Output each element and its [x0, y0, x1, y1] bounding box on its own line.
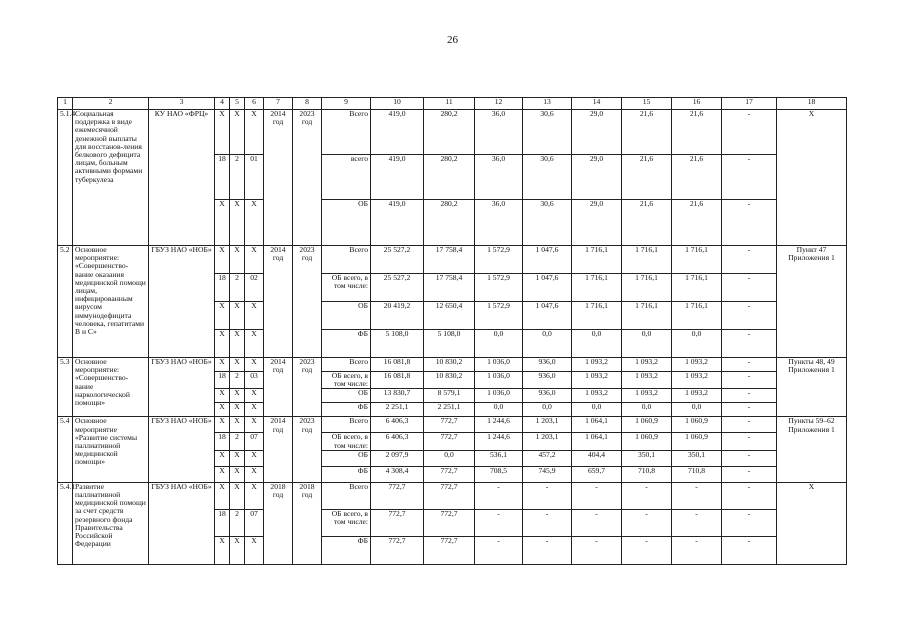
amount-cell: 1 060,9 [672, 433, 722, 450]
amount-cell: 1 716,1 [572, 274, 622, 302]
amount-cell: 772,7 [371, 509, 424, 536]
page-number: 26 [447, 34, 458, 46]
header-cell: 8 [293, 98, 322, 110]
amount-cell: 10 830,2 [424, 358, 475, 372]
amount-cell: 21,6 [622, 155, 672, 200]
code-cell: 18 [215, 274, 230, 302]
reference-note: Х [777, 482, 847, 564]
amount-cell: 936,0 [523, 372, 572, 389]
amount-cell: 1 036,0 [475, 372, 523, 389]
header-cell: 14 [572, 98, 622, 110]
amount-cell: 0,0 [424, 450, 475, 466]
funding-source: ФБ [322, 403, 371, 417]
code-cell: 18 [215, 155, 230, 200]
amount-cell: 6 406,3 [371, 433, 424, 450]
amount-cell: 419,0 [371, 155, 424, 200]
code-cell: Х [245, 358, 264, 372]
code-cell: Х [230, 200, 245, 246]
start-year: 2014 год [264, 417, 293, 482]
code-cell: Х [245, 302, 264, 330]
code-cell: Х [245, 417, 264, 433]
header-cell: 1 [58, 98, 73, 110]
amount-cell: 1 060,9 [622, 417, 672, 433]
amount-cell: 29,0 [572, 110, 622, 155]
code-cell: 2 [230, 155, 245, 200]
header-cell: 17 [722, 98, 777, 110]
funding-source: ОБ [322, 302, 371, 330]
amount-cell: - [572, 482, 622, 509]
funding-source: ОБ всего, в том числе: [322, 433, 371, 450]
table-row [58, 110, 847, 155]
code-cell: Х [230, 302, 245, 330]
table-row [58, 246, 847, 274]
code-cell: 2 [230, 509, 245, 536]
amount-cell: 16 081,8 [371, 372, 424, 389]
amount-cell: 404,4 [572, 450, 622, 466]
executor: КУ НАО «ФРЦ» [149, 110, 215, 246]
amount-cell: - [722, 433, 777, 450]
amount-cell: 936,0 [523, 389, 572, 403]
amount-cell: - [722, 389, 777, 403]
code-cell: Х [215, 482, 230, 509]
amount-cell: - [475, 509, 523, 536]
funding-source: всего [322, 155, 371, 200]
amount-cell: 1 716,1 [572, 302, 622, 330]
code-cell: Х [230, 110, 245, 155]
amount-cell: 1 716,1 [622, 302, 672, 330]
code-cell: 2 [230, 372, 245, 389]
amount-cell: 2 251,1 [424, 403, 475, 417]
amount-cell: 12 650,4 [424, 302, 475, 330]
amount-cell: - [672, 536, 722, 564]
amount-cell: 1 572,9 [475, 302, 523, 330]
amount-cell: 710,8 [622, 466, 672, 482]
funding-source: Всего [322, 482, 371, 509]
code-cell: Х [215, 417, 230, 433]
code-cell: Х [245, 482, 264, 509]
amount-cell: 1 572,9 [475, 274, 523, 302]
row-number: 5.3 [58, 358, 73, 417]
amount-cell: - [622, 509, 672, 536]
amount-cell: 745,9 [523, 466, 572, 482]
amount-cell: 1 572,9 [475, 246, 523, 274]
amount-cell: 1 093,2 [572, 358, 622, 372]
amount-cell: - [475, 482, 523, 509]
amount-cell: 1 047,6 [523, 302, 572, 330]
amount-cell: 1 047,6 [523, 274, 572, 302]
row-number: 5.1.4 [58, 110, 73, 246]
code-cell: 01 [245, 155, 264, 200]
amount-cell: 2 097,9 [371, 450, 424, 466]
amount-cell: 30,6 [523, 155, 572, 200]
amount-cell: 1 716,1 [622, 246, 672, 274]
row-number: 5.4.1 [58, 482, 73, 564]
code-cell: Х [215, 389, 230, 403]
amount-cell: 21,6 [672, 200, 722, 246]
end-year: 2018 год [293, 482, 322, 564]
amount-cell: 280,2 [424, 200, 475, 246]
reference-note: Х [777, 110, 847, 246]
amount-cell: 17 758,4 [424, 274, 475, 302]
amount-cell: 1 244,6 [475, 433, 523, 450]
amount-cell: - [622, 536, 672, 564]
amount-cell: 30,6 [523, 200, 572, 246]
amount-cell: 772,7 [424, 482, 475, 509]
amount-cell: 0,0 [475, 403, 523, 417]
funding-source: Всего [322, 417, 371, 433]
amount-cell: 0,0 [622, 403, 672, 417]
code-cell: Х [230, 466, 245, 482]
code-cell: 18 [215, 372, 230, 389]
code-cell: Х [230, 482, 245, 509]
amount-cell: 1 060,9 [622, 433, 672, 450]
code-cell: Х [245, 200, 264, 246]
header-cell: 9 [322, 98, 371, 110]
end-year: 2023 год [293, 417, 322, 482]
amount-cell: 29,0 [572, 200, 622, 246]
activity-name: Развитие паллиативной медицинской помощи за счет средств резервного фонда Правительства Российской Федерации [73, 482, 149, 564]
activity-name: Социальная поддержка в виде ежемесячной денежной выплаты для восстанов-ления белкового дефицита лицам, больным активными формами туберкулеза [73, 110, 149, 246]
amount-cell: 1 064,1 [572, 417, 622, 433]
code-cell: Х [230, 403, 245, 417]
amount-cell: 419,0 [371, 110, 424, 155]
amount-cell: 1 093,2 [622, 389, 672, 403]
amount-cell: 419,0 [371, 200, 424, 246]
amount-cell: 1 093,2 [572, 389, 622, 403]
code-cell: Х [245, 389, 264, 403]
funding-source: ОБ [322, 450, 371, 466]
amount-cell: - [572, 536, 622, 564]
amount-cell: - [722, 482, 777, 509]
amount-cell: 772,7 [424, 433, 475, 450]
amount-cell: 280,2 [424, 110, 475, 155]
amount-cell: 350,1 [672, 450, 722, 466]
code-cell: Х [215, 330, 230, 358]
amount-cell: 0,0 [475, 330, 523, 358]
code-cell: Х [230, 417, 245, 433]
amount-cell: - [523, 536, 572, 564]
header-cell: 18 [777, 98, 847, 110]
amount-cell: 708,5 [475, 466, 523, 482]
amount-cell: 5 108,0 [371, 330, 424, 358]
header-cell: 6 [245, 98, 264, 110]
funding-source: ОБ всего, в том числе: [322, 509, 371, 536]
amount-cell: 1 093,2 [622, 358, 672, 372]
amount-cell: 1 036,0 [475, 358, 523, 372]
amount-cell: 659,7 [572, 466, 622, 482]
row-number: 5.2 [58, 246, 73, 358]
code-cell: Х [215, 536, 230, 564]
header-cell: 7 [264, 98, 293, 110]
funding-source: ОБ [322, 200, 371, 246]
amount-cell: 1 716,1 [672, 274, 722, 302]
amount-cell: 936,0 [523, 358, 572, 372]
amount-cell: 1 203,1 [523, 417, 572, 433]
header-cell: 2 [73, 98, 149, 110]
amount-cell: 0,0 [523, 403, 572, 417]
amount-cell: 772,7 [424, 536, 475, 564]
code-cell: Х [245, 466, 264, 482]
amount-cell: 1 203,1 [523, 433, 572, 450]
amount-cell: 0,0 [523, 330, 572, 358]
header-cell: 11 [424, 98, 475, 110]
amount-cell: 457,2 [523, 450, 572, 466]
amount-cell: - [475, 536, 523, 564]
amount-cell: - [722, 330, 777, 358]
code-cell: 07 [245, 433, 264, 450]
amount-cell: - [722, 466, 777, 482]
table-row [58, 482, 847, 509]
amount-cell: 1 716,1 [622, 274, 672, 302]
amount-cell: 20 419,2 [371, 302, 424, 330]
code-cell: 18 [215, 509, 230, 536]
amount-cell: 1 093,2 [672, 372, 722, 389]
header-cell: 15 [622, 98, 672, 110]
funding-source: ОБ всего, в том числе: [322, 274, 371, 302]
code-cell: 07 [245, 509, 264, 536]
executor: ГБУЗ НАО «НОБ» [149, 358, 215, 417]
start-year: 2014 год [264, 110, 293, 246]
amount-cell: 13 830,7 [371, 389, 424, 403]
end-year: 2023 год [293, 110, 322, 246]
start-year: 2018 год [264, 482, 293, 564]
header-cell: 16 [672, 98, 722, 110]
end-year: 2023 год [293, 358, 322, 417]
header-cell: 13 [523, 98, 572, 110]
amount-cell: 36,0 [475, 155, 523, 200]
code-cell: Х [230, 389, 245, 403]
code-cell: 18 [215, 433, 230, 450]
executor: ГБУЗ НАО «НОБ» [149, 482, 215, 564]
amount-cell: 17 758,4 [424, 246, 475, 274]
amount-cell: - [722, 417, 777, 433]
amount-cell: 36,0 [475, 200, 523, 246]
amount-cell: 0,0 [672, 330, 722, 358]
code-cell: 2 [230, 274, 245, 302]
amount-cell: 6 406,3 [371, 417, 424, 433]
amount-cell: - [722, 450, 777, 466]
funding-source: ФБ [322, 330, 371, 358]
code-cell: 03 [245, 372, 264, 389]
amount-cell: - [722, 246, 777, 274]
amount-cell: 772,7 [424, 417, 475, 433]
reference-note: Пункты 48, 49 Приложения 1 [777, 358, 847, 417]
code-cell: Х [230, 358, 245, 372]
code-cell: Х [215, 200, 230, 246]
amount-cell: - [672, 509, 722, 536]
amount-cell: 1 060,9 [672, 417, 722, 433]
code-cell: Х [215, 403, 230, 417]
amount-cell: 1 093,2 [572, 372, 622, 389]
amount-cell: - [722, 358, 777, 372]
header-cell: 3 [149, 98, 215, 110]
amount-cell: 0,0 [622, 330, 672, 358]
amount-cell: 25 527,2 [371, 274, 424, 302]
amount-cell: - [722, 372, 777, 389]
code-cell: Х [245, 330, 264, 358]
reference-note: Пункт 47 Приложения 1 [777, 246, 847, 358]
amount-cell: 0,0 [672, 403, 722, 417]
funding-source: Всего [322, 246, 371, 274]
amount-cell: 710,8 [672, 466, 722, 482]
amount-cell: - [523, 509, 572, 536]
amount-cell: 36,0 [475, 110, 523, 155]
amount-cell: 772,7 [371, 536, 424, 564]
amount-cell: - [572, 509, 622, 536]
amount-cell: 772,7 [371, 482, 424, 509]
code-cell: Х [230, 246, 245, 274]
header-row [58, 98, 847, 110]
code-cell: Х [215, 302, 230, 330]
activity-name: Основное мероприятие «Развитие системы паллиативной медицинской помощи» [73, 417, 149, 482]
amount-cell: 1 047,6 [523, 246, 572, 274]
code-cell: Х [215, 450, 230, 466]
amount-cell: 16 081,8 [371, 358, 424, 372]
amount-cell: - [722, 536, 777, 564]
amount-cell: 280,2 [424, 155, 475, 200]
amount-cell: - [722, 509, 777, 536]
amount-cell: 10 830,2 [424, 372, 475, 389]
amount-cell: 25 527,2 [371, 246, 424, 274]
amount-cell: 350,1 [622, 450, 672, 466]
amount-cell: 772,7 [424, 509, 475, 536]
code-cell: 2 [230, 433, 245, 450]
amount-cell: - [722, 403, 777, 417]
budget-table [57, 97, 847, 565]
amount-cell: 21,6 [622, 110, 672, 155]
code-cell: 02 [245, 274, 264, 302]
funding-source: ОБ всего, в том числе: [322, 372, 371, 389]
code-cell: Х [215, 246, 230, 274]
amount-cell: 772,7 [424, 466, 475, 482]
funding-source: Всего [322, 358, 371, 372]
activity-name: Основное мероприятие: «Совершенство-вание наркологической помощи» [73, 358, 149, 417]
amount-cell: 1 093,2 [672, 358, 722, 372]
amount-cell: - [722, 110, 777, 155]
funding-source: Всего [322, 110, 371, 155]
row-number: 5.4 [58, 417, 73, 482]
amount-cell: 1 093,2 [622, 372, 672, 389]
funding-source: ОБ [322, 389, 371, 403]
amount-cell: - [722, 155, 777, 200]
funding-source: ФБ [322, 536, 371, 564]
amount-cell: 1 064,1 [572, 433, 622, 450]
code-cell: Х [245, 403, 264, 417]
header-cell: 5 [230, 98, 245, 110]
code-cell: Х [245, 450, 264, 466]
executor: ГБУЗ НАО «НОБ» [149, 417, 215, 482]
amount-cell: 21,6 [672, 110, 722, 155]
amount-cell: 30,6 [523, 110, 572, 155]
table-row [58, 417, 847, 433]
amount-cell: - [722, 302, 777, 330]
amount-cell: - [722, 200, 777, 246]
amount-cell: 2 251,1 [371, 403, 424, 417]
amount-cell: 1 716,1 [672, 302, 722, 330]
code-cell: Х [245, 536, 264, 564]
amount-cell: - [722, 274, 777, 302]
amount-cell: - [622, 482, 672, 509]
amount-cell: 5 108,0 [424, 330, 475, 358]
amount-cell: 8 579,1 [424, 389, 475, 403]
amount-cell: 1 716,1 [672, 246, 722, 274]
amount-cell: 0,0 [572, 403, 622, 417]
header-cell: 12 [475, 98, 523, 110]
code-cell: Х [230, 536, 245, 564]
code-cell: Х [230, 450, 245, 466]
header-cell: 4 [215, 98, 230, 110]
funding-source: ФБ [322, 466, 371, 482]
amount-cell: 1 093,2 [672, 389, 722, 403]
code-cell: Х [215, 358, 230, 372]
reference-note: Пункты 59–62 Приложения 1 [777, 417, 847, 482]
header-cell: 10 [371, 98, 424, 110]
code-cell: Х [245, 246, 264, 274]
amount-cell: 1 036,0 [475, 389, 523, 403]
end-year: 2023 год [293, 246, 322, 358]
table-row [58, 358, 847, 372]
executor: ГБУЗ НАО «НОБ» [149, 246, 215, 358]
amount-cell: 536,1 [475, 450, 523, 466]
amount-cell: 21,6 [672, 155, 722, 200]
amount-cell: 29,0 [572, 155, 622, 200]
code-cell: Х [245, 110, 264, 155]
amount-cell: 21,6 [622, 200, 672, 246]
amount-cell: 1 716,1 [572, 246, 622, 274]
start-year: 2014 год [264, 358, 293, 417]
code-cell: Х [230, 330, 245, 358]
amount-cell: - [523, 482, 572, 509]
activity-name: Основное мероприятие: «Совершенство-вание оказания медицинской помощи лицам, инфицированным вирусом иммунодефицита человека, гепатитами В и С» [73, 246, 149, 358]
amount-cell: - [672, 482, 722, 509]
amount-cell: 0,0 [572, 330, 622, 358]
code-cell: Х [215, 110, 230, 155]
start-year: 2014 год [264, 246, 293, 358]
code-cell: Х [215, 466, 230, 482]
amount-cell: 4 308,4 [371, 466, 424, 482]
amount-cell: 1 244,6 [475, 417, 523, 433]
